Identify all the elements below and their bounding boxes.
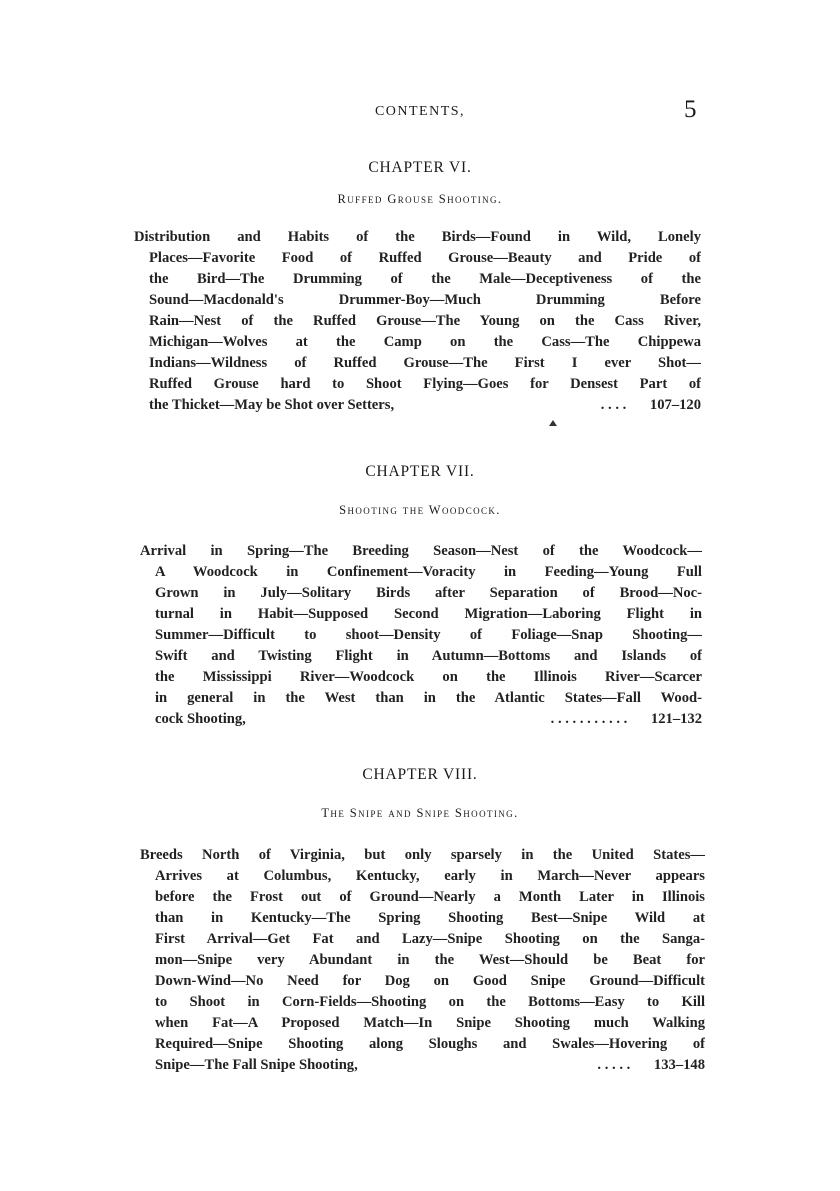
summary-line-text: Snipe—The Fall Snipe Shooting, — [155, 1057, 358, 1073]
summary-line: Indians—Wildness of Ruffed Grouse—The First I ever Shot— — [149, 355, 701, 371]
summary-line-text: the Thicket—May be Shot over Setters, — [149, 397, 395, 413]
summary-line: in general in the West than in the Atlantic States—Fall Wood- — [155, 690, 702, 706]
summary-last-line — [140, 709, 702, 730]
summary-line: than in Kentucky—The Spring Shooting Best—Snipe Wild at — [155, 910, 705, 926]
summary-line: Arrival in Spring—The Breeding Season—Nest of the Woodcock— — [140, 543, 702, 559]
summary-line: Arrives at Columbus, Kentucky, early in March—Never appears — [155, 868, 705, 884]
summary-line: Grown in July—Solitary Birds after Separation of Brood—Noc- — [155, 585, 702, 601]
summary-line: Summer—Difficult to shoot—Density of Foliage—Snap Shooting— — [155, 627, 702, 643]
chapter-8 — [0, 766, 840, 824]
dot-leaders — [597, 1055, 705, 1076]
chapter-summary — [140, 845, 705, 1076]
chapter-subtitle: The Snipe and Snipe Shooting. — [321, 806, 519, 820]
chapter-summary — [134, 227, 701, 416]
summary-last-line — [134, 395, 701, 416]
dot-leaders — [601, 395, 701, 416]
summary-line: Down-Wind—No Need for Dog on Good Snipe Ground—Difficult — [155, 973, 705, 989]
chapter-heading: CHAPTER VI. — [368, 159, 472, 176]
chapter-heading: CHAPTER VII. — [365, 463, 475, 480]
chapter-summary — [140, 541, 702, 730]
summary-last-line — [140, 1055, 705, 1076]
running-title: CONTENTS, — [374, 104, 466, 119]
chapter-heading: CHAPTER VIII. — [362, 766, 478, 783]
chapter-7 — [0, 463, 840, 521]
summary-line: Distribution and Habits of the Birds—Found in Wild, Lonely — [134, 229, 701, 245]
summary-line-text: cock Shooting, — [155, 711, 246, 727]
page-range: 133–148 — [653, 1057, 705, 1073]
summary-line: First Arrival—Get Fat and Lazy—Snipe Shooting on the Sanga- — [155, 931, 705, 947]
summary-line: Required—Snipe Shooting along Sloughs and Swales—Hovering of — [155, 1036, 705, 1052]
summary-line: Places—Favorite Food of Ruffed Grouse—Beauty and Pride of — [149, 250, 701, 266]
summary-line: Ruffed Grouse hard to Shoot Flying—Goes for Densest Part of — [149, 376, 701, 392]
summary-line: A Woodcock in Confinement—Voracity in Feeding—Young Full — [155, 564, 702, 580]
summary-line: mon—Snipe very Abundant in the West—Should be Beat for — [155, 952, 705, 968]
leader-dots: . . . . . — [597, 1057, 631, 1073]
running-head — [0, 98, 840, 124]
summary-line: to Shoot in Corn-Fields—Shooting on the Bottoms—Easy to Kill — [155, 994, 705, 1010]
summary-line: Swift and Twisting Flight in Autumn—Bottoms and Islands of — [155, 648, 702, 664]
summary-line: Sound—Macdonald's Drummer-Boy—Much Drumming Before — [149, 292, 701, 308]
page-range: 107–120 — [649, 397, 701, 413]
page-range: 121–132 — [650, 711, 702, 727]
leader-dots: . . . . — [600, 397, 627, 413]
summary-line: when Fat—A Proposed Match—In Snipe Shooting much Walking — [155, 1015, 705, 1031]
summary-line: turnal in Habit—Supposed Second Migration—Laboring Flight in — [155, 606, 702, 622]
page-number: 5 — [684, 96, 697, 123]
summary-line: the Bird—The Drumming of the Male—Deceptiveness of the — [149, 271, 701, 287]
summary-line: Michigan—Wolves at the Camp on the Cass—The Chippewa — [149, 334, 701, 350]
summary-line: the Mississippi River—Woodcock on the Illinois River—Scarcer — [155, 669, 702, 685]
summary-line: Rain—Nest of the Ruffed Grouse—The Young on the Cass River, — [149, 313, 701, 329]
summary-line: before the Frost out of Ground—Nearly a Month Later in Illinois — [155, 889, 705, 905]
print-mark-icon — [549, 420, 557, 426]
leader-dots: . . . . . . . . . . . — [550, 711, 628, 727]
summary-line: Breeds North of Virginia, but only sparsely in the United States— — [140, 847, 705, 863]
chapter-6 — [0, 159, 840, 210]
chapter-subtitle: Ruffed Grouse Shooting. — [337, 192, 503, 206]
chapter-subtitle: Shooting the Woodcock. — [339, 503, 501, 517]
dot-leaders — [551, 709, 702, 730]
